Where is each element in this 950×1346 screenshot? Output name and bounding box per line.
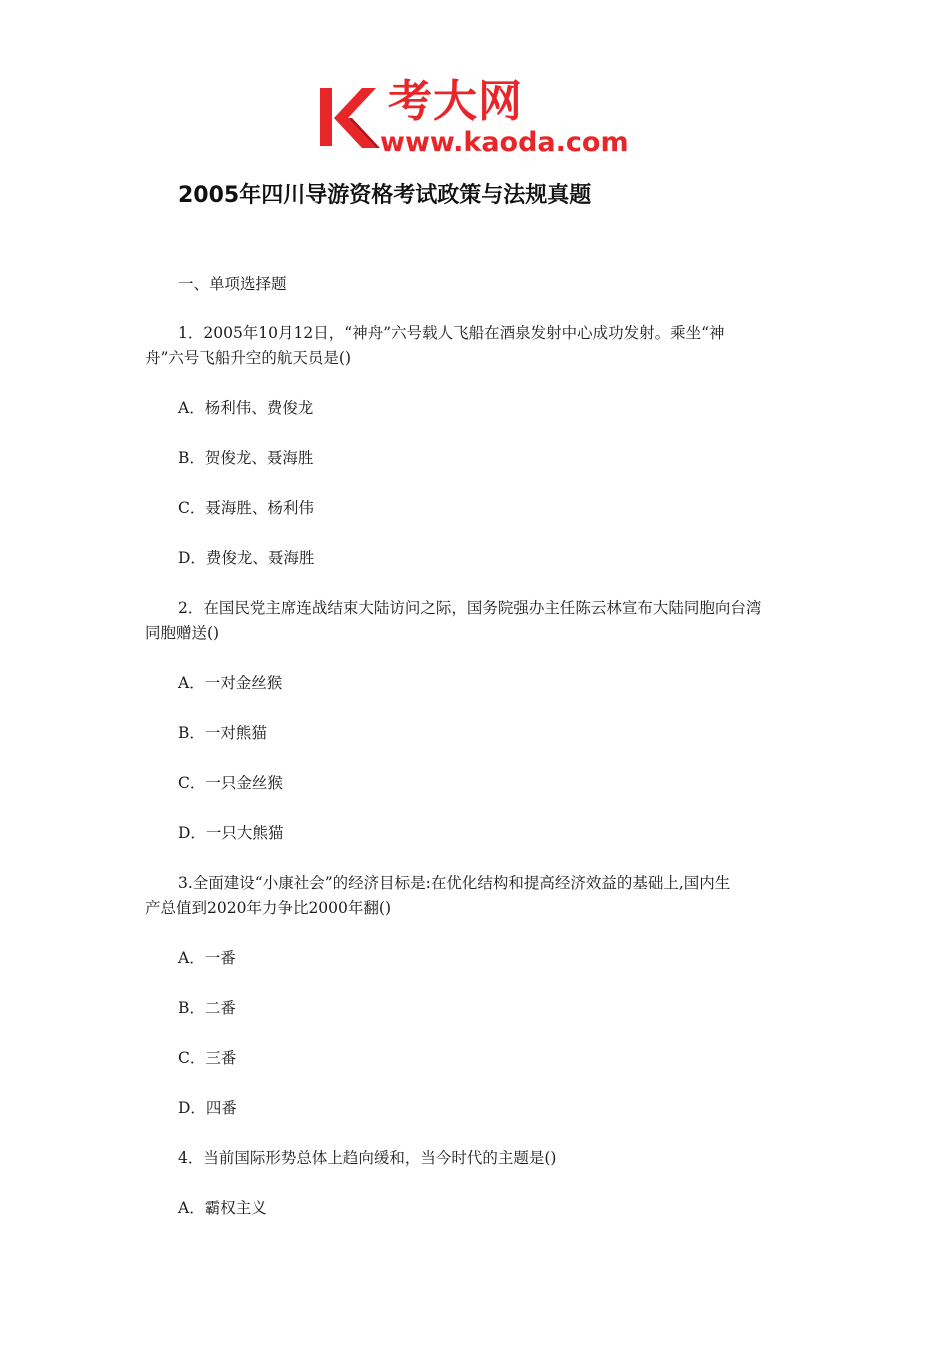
- question-3-text-line1: 3.全面建设“小康社会”的经济目标是:在优化结构和提高经济效益的基础上,国内生: [178, 874, 731, 892]
- document-title: 2005年四川导游资格考试政策与法规真题: [178, 183, 592, 208]
- option-1a: A．杨利伟、费俊龙: [178, 399, 314, 417]
- question-1-text-line2: 舟”六号飞船升空的航天员是(): [145, 349, 352, 367]
- option-4a: A．霸权主义: [178, 1199, 267, 1217]
- question-3: [145, 871, 815, 921]
- option-1d: D．费俊龙、聂海胜: [178, 549, 315, 567]
- option-3a: A．一番: [178, 949, 236, 967]
- option-2d: D．一只大熊猫: [178, 824, 284, 842]
- logo-brand-text: 考大网: [388, 76, 523, 127]
- section-heading: 一、单项选择题: [178, 275, 287, 293]
- option-3b: B．二番: [178, 999, 236, 1017]
- option-1b: B．贺俊龙、聂海胜: [178, 449, 314, 467]
- question-3-text-line2: 产总值到2020年力争比2000年翻(): [145, 899, 391, 917]
- option-3c: C．三番: [178, 1049, 237, 1067]
- question-4: 4．当前国际形势总体上趋向缓和，当今时代的主题是(): [178, 1149, 557, 1167]
- option-2a: A．一对金丝猴: [178, 674, 283, 692]
- option-2b: B．一对熊猫: [178, 724, 267, 742]
- question-1: [145, 321, 815, 371]
- kaoda-logo: [318, 78, 640, 160]
- question-2-text-line2: 同胞赠送(): [145, 624, 220, 642]
- option-3d: D．四番: [178, 1099, 237, 1117]
- question-2-text-line1: 2．在国民党主席连战结束大陆访问之际，国务院强办主任陈云林宣布大陆同胞向台湾: [178, 599, 762, 617]
- question-1-text-line1: 1．2005年10月12日，“神舟”六号载人飞船在酒泉发射中心成功发射。乘坐“神: [178, 324, 725, 342]
- option-1c: C．聂海胜、杨利伟: [178, 499, 314, 517]
- logo-url-text: www.kaoda.com: [380, 127, 629, 158]
- k-logo-icon: [318, 84, 380, 150]
- question-2: [145, 596, 815, 646]
- option-2c: C．一只金丝猴: [178, 774, 283, 792]
